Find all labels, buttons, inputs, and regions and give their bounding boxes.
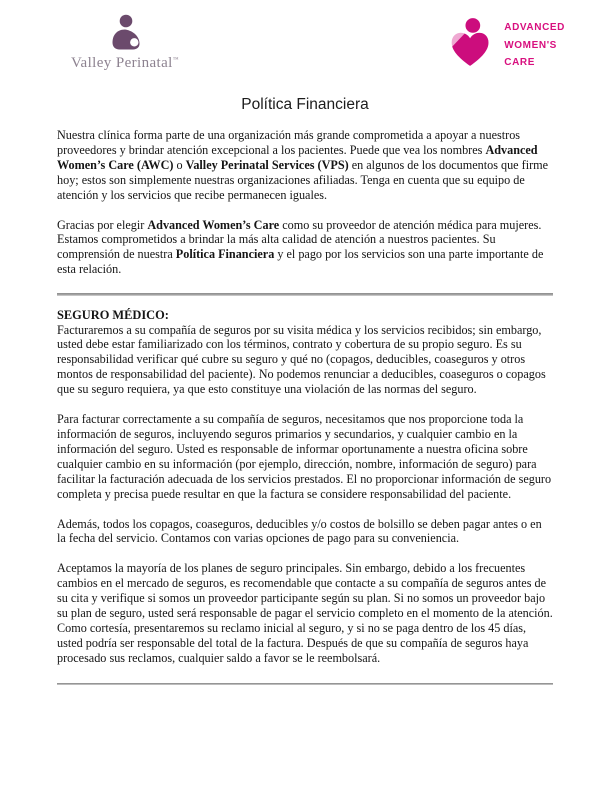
- valley-perinatal-logo: [70, 14, 180, 72]
- bottom-divider: [57, 683, 553, 686]
- intro-section: [57, 128, 553, 277]
- document-body: [57, 128, 553, 277]
- valley-perinatal-wordmark: Valley Perinatal™: [70, 55, 180, 71]
- insurance-section: [57, 308, 553, 666]
- paragraph: Nuestra clínica forma parte de una organización más grande comprometida a apoyar a nuestros proveedores y brindar atención excepcional a los pacientes. Puede que vea los nombres Advanced Women’s Care (AWC) o Valley Perinatal Services (VPS) en algunos de los documentos que firme hoy; estos son simplemente nuestras organizaciones afiliadas. Tenga en cuenta que su equipo de atención y los servicios que recibe permanecen iguales.: [57, 128, 549, 202]
- paragraph: Además, todos los copagos, coaseguros, deducibles y/o costos de bolsillo se deben pagar antes o en la fecha del servicio. Contamos con varias opciones de pago para su conveniencia.: [57, 516, 542, 546]
- paragraph: Para facturar correctamente a su compañía de seguros, necesitamos que nos proporcione toda la información de seguros, incluyendo seguros primarios y secundarios, y cualquier cambio en la información del seguro. Usted es responsable de informar oportunamente a nuestra oficina sobre cualquier cambio en su información (por ejemplo, dirección, nombre, información de seguro) para facilitar la facturación adecuada de los servicios prestados. El no proporcionar información de seguro completa y precisa puede resultar en que la factura se considere responsabilidad del paciente.: [57, 412, 552, 501]
- mother-and-baby-icon: [107, 14, 143, 52]
- section-heading: SEGURO MÉDICO:: [57, 307, 169, 322]
- document-header: [0, 0, 610, 78]
- section-divider: [57, 293, 553, 296]
- advanced-womens-care-logo: [448, 16, 565, 72]
- awc-wordmark-line: CARE: [504, 57, 536, 68]
- insurance-section-paragraphs: [57, 323, 553, 666]
- paragraph: Aceptamos la mayoría de los planes de seguro principales. Sin embargo, debido a los frecuentes cambios en el mercado de seguros, es recomendable que contacte a su compañía de seguros antes de su cita y verifique si somos un proveedor participante según su plan. Si no somos un proveedor bajo su plan de seguro, usted será responsable de pagar el servicio completo en el momento de la atención. Como cortesía, presentaremos su reclamo inicial al seguro, y si no se paga dentro de los 45 días, usted podría ser responsable del total de la factura. Después de que su compañía de seguros haya procesado sus reclamos, cualquier saldo a favor se le reembolsará.: [57, 561, 553, 665]
- page-title: Política Financiera: [241, 96, 369, 113]
- heart-figure-icon: [448, 16, 494, 68]
- trademark-mark: ™: [172, 57, 180, 63]
- paragraph: Gracias por elegir Advanced Women’s Care como su proveedor de atención médica para mujeres. Estamos comprometidos a brindar la más alta calidad de atención a nuestros pacientes. Su comprensión de nuestra Política Financiera y el pago por los servicios son una parte importante de esta relación.: [57, 217, 544, 277]
- awc-wordmark-line: WOMEN'S: [504, 39, 557, 51]
- advanced-womens-care-wordmark: [504, 16, 565, 72]
- paragraph: Facturaremos a su compañía de seguros por su visita médica y los servicios recibidos; sin embargo, usted debe estar familiarizado con los términos, contrato y cobertura de su propio seguro. Es su responsabilidad verificar qué cubre su seguro y qué no (copagos, deducibles, coaseguros y otros montos de responsabilidad del paciente). No podemos renunciar a deducibles, coaseguros o copagos que su seguro requiera, ya que esto constituye una violación de las normas del seguro.: [57, 322, 546, 397]
- awc-wordmark-line: ADVANCED: [504, 22, 565, 33]
